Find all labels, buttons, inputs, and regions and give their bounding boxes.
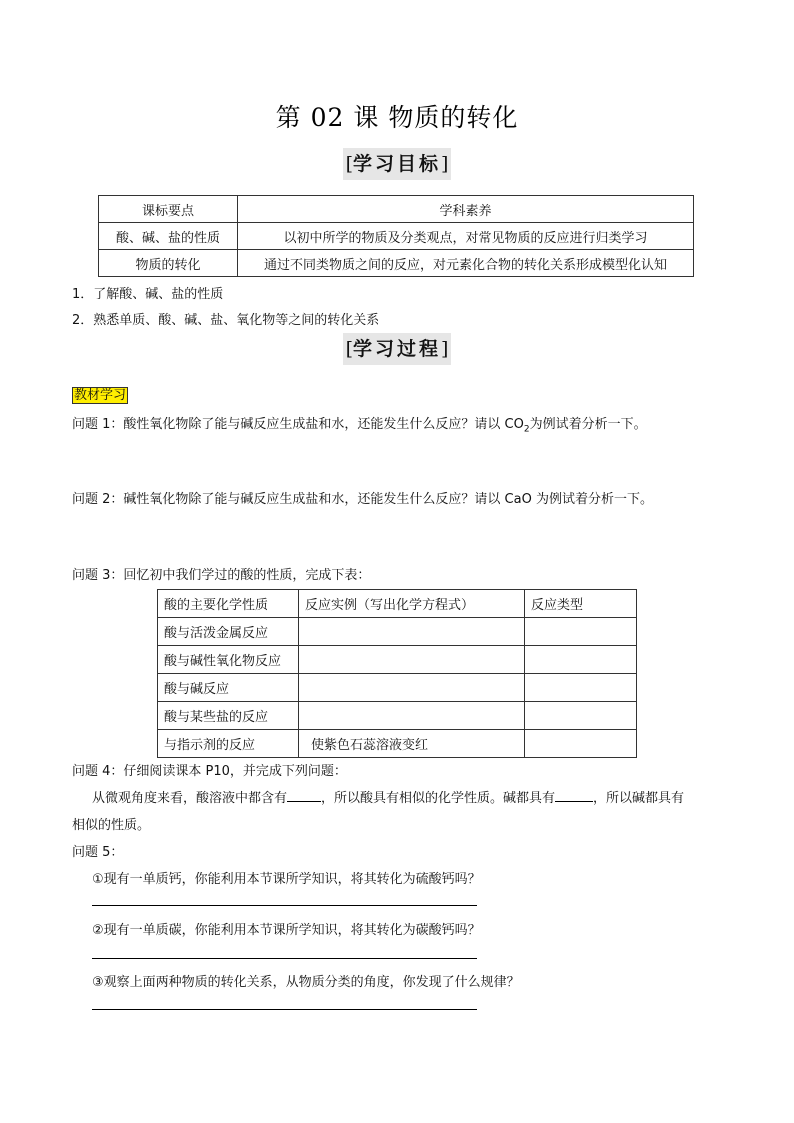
goals-tag-label: 学习目标 xyxy=(352,153,441,175)
question-5-item: ①现有一单质钙，你能利用本节课所学知识，将其转化为硫酸钙吗？ xyxy=(92,872,481,887)
goals-section-tag: [学习目标] xyxy=(343,148,451,180)
table-cell: 酸与某些盐的反应 xyxy=(158,702,299,730)
answer-line[interactable] xyxy=(92,1009,477,1010)
table-row xyxy=(158,674,637,702)
table-row xyxy=(99,223,694,250)
question-5: 问题 5： xyxy=(72,845,124,860)
goal-item: 1．了解酸、碱、盐的性质 xyxy=(72,287,224,302)
table-row xyxy=(158,618,637,646)
table-header-cell: 酸的主要化学性质 xyxy=(158,590,299,618)
question-5-item: ②现有一单质碳，你能利用本节课所学知识，将其转化为碳酸钙吗？ xyxy=(92,923,481,938)
table-cell: 物质的转化 xyxy=(99,250,238,277)
table-row xyxy=(158,646,637,674)
table-row xyxy=(99,250,694,277)
question-3: 问题 3：回忆初中我们学过的酸的性质，完成下表： xyxy=(72,568,371,583)
table-cell: 使紫色石蕊溶液变红 xyxy=(299,730,525,758)
answer-cell[interactable] xyxy=(525,730,637,758)
table-header-cell: 反应实例（写出化学方程式） xyxy=(299,590,525,618)
page-title: 第 02 课 物质的转化 xyxy=(275,103,519,132)
question-4-text-cont: 相似的性质。 xyxy=(72,818,151,833)
answer-cell[interactable] xyxy=(299,674,525,702)
table-header-row xyxy=(158,590,637,618)
table-cell: 酸与碱反应 xyxy=(158,674,299,702)
answer-line[interactable] xyxy=(92,905,477,906)
goals-table xyxy=(98,195,694,277)
fill-blank[interactable] xyxy=(555,789,593,802)
table-header-cell: 反应类型 xyxy=(525,590,637,618)
table-row xyxy=(158,730,637,758)
table-header-cell: 课标要点 xyxy=(99,196,238,223)
question-4-text: 从微观角度来看，酸溶液中都含有 ，所以酸具有相似的化学性质。碱都具有 ，所以碱都具有 xyxy=(92,791,685,806)
acid-properties-table xyxy=(157,589,637,758)
process-section-tag: [学习过程] xyxy=(343,333,451,365)
table-cell: 以初中所学的物质及分类观点，对常见物质的反应进行归类学习 xyxy=(238,223,694,250)
highlight-label: 教材学习 xyxy=(74,388,127,403)
table-cell: 通过不同类物质之间的反应，对元素化合物的转化关系形成模型化认知 xyxy=(238,250,694,277)
table-cell: 酸、碱、盐的性质 xyxy=(99,223,238,250)
question-2: 问题 2：碱性氧化物除了能与碱反应生成盐和水，还能发生什么反应？请以 CaO 为例试着分析一下。 xyxy=(72,492,653,507)
question-1: 问题 1：酸性氧化物除了能与碱反应生成盐和水，还能发生什么反应？请以 $CO_2$为例试着分析一下。 xyxy=(72,417,647,435)
table-cell: 与指示剂的反应 xyxy=(158,730,299,758)
textbook-label xyxy=(72,384,128,403)
answer-cell[interactable] xyxy=(525,618,637,646)
table-cell: 酸与碱性氧化物反应 xyxy=(158,646,299,674)
process-tag-label: 学习过程 xyxy=(352,338,441,360)
fill-blank[interactable] xyxy=(287,789,321,802)
table-cell: 酸与活泼金属反应 xyxy=(158,618,299,646)
goal-item: 2．熟悉单质、酸、碱、盐、氧化物等之间的转化关系 xyxy=(72,313,380,328)
table-header-cell: 学科素养 xyxy=(238,196,694,223)
answer-cell[interactable] xyxy=(299,618,525,646)
answer-cell[interactable] xyxy=(525,702,637,730)
answer-cell[interactable] xyxy=(525,646,637,674)
answer-line[interactable] xyxy=(92,958,477,959)
table-row xyxy=(158,702,637,730)
question-4: 问题 4：仔细阅读课本 P10，并完成下列问题： xyxy=(72,764,347,779)
answer-cell[interactable] xyxy=(299,646,525,674)
question-5-item: ③观察上面两种物质的转化关系，从物质分类的角度，你发现了什么规律？ xyxy=(92,975,520,990)
answer-cell[interactable] xyxy=(525,674,637,702)
table-header-row xyxy=(99,196,694,223)
answer-cell[interactable] xyxy=(299,702,525,730)
